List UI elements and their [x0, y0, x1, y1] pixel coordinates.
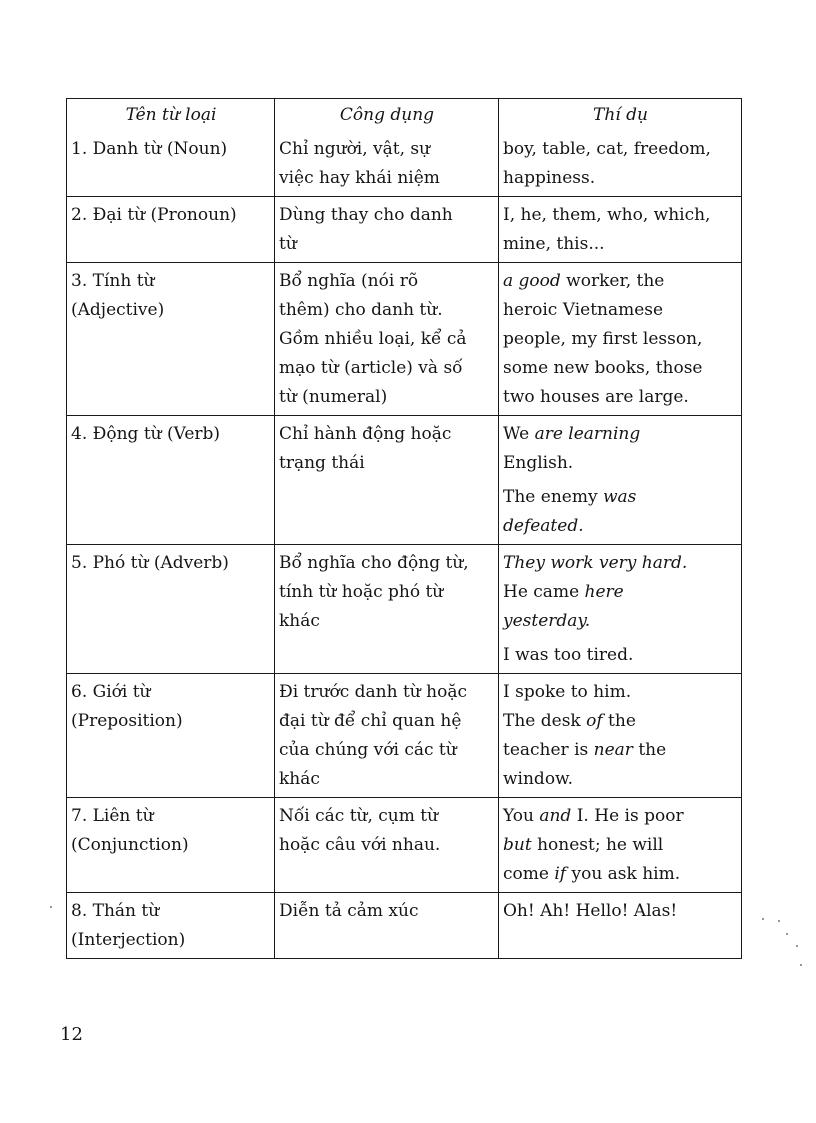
function-line: Dùng thay cho danh [279, 205, 453, 225]
function-line: tính từ hoặc phó từ [279, 582, 444, 602]
word-class-line: 5. Phó từ (Adverb) [71, 553, 229, 573]
function-line: Chỉ người, vật, sự [279, 139, 431, 159]
function-line: mạo từ (article) và số [279, 358, 463, 378]
example-text: I was too tired. [503, 645, 634, 665]
function-cell [275, 197, 499, 262]
example-line [503, 383, 738, 412]
example-cell [499, 131, 741, 196]
example-emphasis: near [593, 740, 633, 760]
function-line: thêm) cho danh từ. [279, 300, 443, 320]
function-line: hoặc câu với nhau. [279, 835, 441, 855]
example-cell [499, 545, 741, 673]
scan-speck [50, 906, 52, 908]
example-line [503, 765, 738, 794]
word-class-line: (Interjection) [71, 930, 186, 950]
example-text: We [503, 424, 535, 444]
function-line: Bổ nghĩa (nói rõ [279, 271, 419, 291]
function-cell [275, 416, 499, 544]
example-line [503, 641, 738, 670]
example-line [503, 201, 738, 230]
function-cell [275, 263, 499, 415]
function-cell [275, 545, 499, 673]
word-class-line: (Preposition) [71, 711, 183, 731]
example-text: I, he, them, who, which, [503, 205, 711, 225]
example-line [503, 831, 738, 860]
example-cell [499, 263, 741, 415]
example-emphasis: was [602, 487, 637, 507]
example-text: boy, table, cat, freedom, [503, 139, 711, 159]
function-line: Chỉ hành động hoặc [279, 424, 452, 444]
example-emphasis: here [584, 582, 624, 602]
example-text: mine, this... [503, 234, 605, 254]
example-text: some new books, those [503, 358, 703, 378]
example-text: The enemy [503, 487, 603, 507]
function-line: của chúng với các từ [279, 740, 457, 760]
example-emphasis: yesterday. [503, 611, 591, 631]
example-line [503, 549, 738, 578]
example-text: happiness. [503, 168, 596, 188]
function-line: trạng thái [279, 453, 365, 473]
table-row [67, 673, 741, 797]
function-line: đại từ để chỉ quan hệ [279, 711, 462, 731]
example-emphasis: a good [503, 271, 561, 291]
function-line: việc hay khái niệm [279, 168, 440, 188]
page-number: 12 [60, 1024, 83, 1045]
word-class-cell [67, 798, 275, 892]
example-text: You [503, 806, 540, 826]
example-text: come [503, 864, 555, 884]
table-row [67, 892, 741, 958]
example-emphasis: of [586, 711, 603, 731]
function-line: từ [279, 234, 297, 254]
header-word-class: Tên từ loại [67, 99, 275, 131]
example-text: teacher is [503, 740, 594, 760]
example-line [503, 607, 738, 636]
function-cell [275, 674, 499, 797]
function-cell [275, 131, 499, 196]
example-line [503, 354, 738, 383]
example-text: honest; he will [531, 835, 664, 855]
table-header-row [67, 99, 741, 131]
word-class-line: 1. Danh từ (Noun) [71, 139, 228, 159]
function-line: Bổ nghĩa cho động từ, [279, 553, 469, 573]
example-emphasis: defeated. [503, 516, 584, 536]
header-example: Thí dụ [593, 105, 648, 125]
example-line [503, 267, 738, 296]
example-cell [499, 674, 741, 797]
function-cell [275, 798, 499, 892]
example-text: two houses are large. [503, 387, 689, 407]
word-class-cell [67, 416, 275, 544]
example-line [503, 135, 738, 164]
example-text: you ask him. [566, 864, 681, 884]
example-line [503, 897, 738, 926]
example-line [503, 164, 738, 193]
example-line [503, 325, 738, 354]
example-text: the [632, 740, 667, 760]
example-line [503, 707, 738, 736]
example-line [503, 578, 738, 607]
word-class-line: 8. Thán từ [71, 901, 160, 921]
example-text: heroic Vietnamese [503, 300, 664, 320]
table-row [67, 544, 741, 673]
table-row [67, 262, 741, 415]
word-class-line: 6. Giới từ [71, 682, 151, 702]
scan-speck [762, 918, 764, 920]
example-line [503, 296, 738, 325]
example-line [503, 420, 738, 449]
word-class-cell [67, 545, 275, 673]
example-cell [499, 197, 741, 262]
example-emphasis: They work very hard. [503, 553, 688, 573]
example-emphasis: but [503, 835, 532, 855]
function-line: Nối các từ, cụm từ [279, 806, 439, 826]
table-row [67, 196, 741, 262]
word-class-line: (Conjunction) [71, 835, 189, 855]
example-line [503, 449, 738, 478]
example-cell [499, 893, 741, 958]
scan-speck [778, 920, 780, 922]
word-class-cell [67, 674, 275, 797]
example-line [503, 860, 738, 889]
example-text: He came [503, 582, 585, 602]
scan-speck [796, 945, 798, 947]
word-class-cell [67, 197, 275, 262]
example-emphasis: and [539, 806, 572, 826]
table-row [67, 797, 741, 892]
word-class-line: 3. Tính từ [71, 271, 155, 291]
example-emphasis: are learning [534, 424, 641, 444]
example-text: English. [503, 453, 574, 473]
function-cell [275, 893, 499, 958]
example-text: worker, the [560, 271, 665, 291]
example-text: window. [503, 769, 573, 789]
table-body [67, 131, 741, 958]
function-line: khác [279, 611, 320, 631]
example-text: The desk [503, 711, 587, 731]
example-text: I spoke to him. [503, 682, 632, 702]
example-emphasis: if [554, 864, 567, 884]
word-class-cell [67, 893, 275, 958]
header-function: Công dụng [275, 99, 499, 131]
function-line: Gồm nhiều loại, kể cả [279, 329, 467, 349]
table-row [67, 131, 741, 196]
function-line: từ (numeral) [279, 387, 388, 407]
example-line [503, 230, 738, 259]
example-text: the [602, 711, 636, 731]
table-row [67, 415, 741, 544]
function-line: khác [279, 769, 320, 789]
scan-speck [800, 964, 802, 966]
example-cell [499, 416, 741, 544]
example-line [503, 802, 738, 831]
function-line: Diễn tả cảm xúc [279, 901, 419, 921]
example-cell [499, 798, 741, 892]
word-class-line: 4. Động từ (Verb) [71, 424, 221, 444]
word-class-table [66, 98, 742, 959]
scan-speck [786, 933, 788, 935]
function-line: Đi trước danh từ hoặc [279, 682, 467, 702]
example-line [503, 483, 738, 512]
word-class-line: 7. Liên từ [71, 806, 154, 826]
word-class-line: (Adjective) [71, 300, 165, 320]
word-class-cell [67, 263, 275, 415]
example-text: people, my first lesson, [503, 329, 703, 349]
example-line [503, 512, 738, 541]
word-class-cell [67, 131, 275, 196]
example-text: I. He is poor [571, 806, 684, 826]
word-class-line: 2. Đại từ (Pronoun) [71, 205, 237, 225]
example-text: Oh! Ah! Hello! Alas! [503, 901, 678, 921]
example-line [503, 736, 738, 765]
example-line [503, 678, 738, 707]
